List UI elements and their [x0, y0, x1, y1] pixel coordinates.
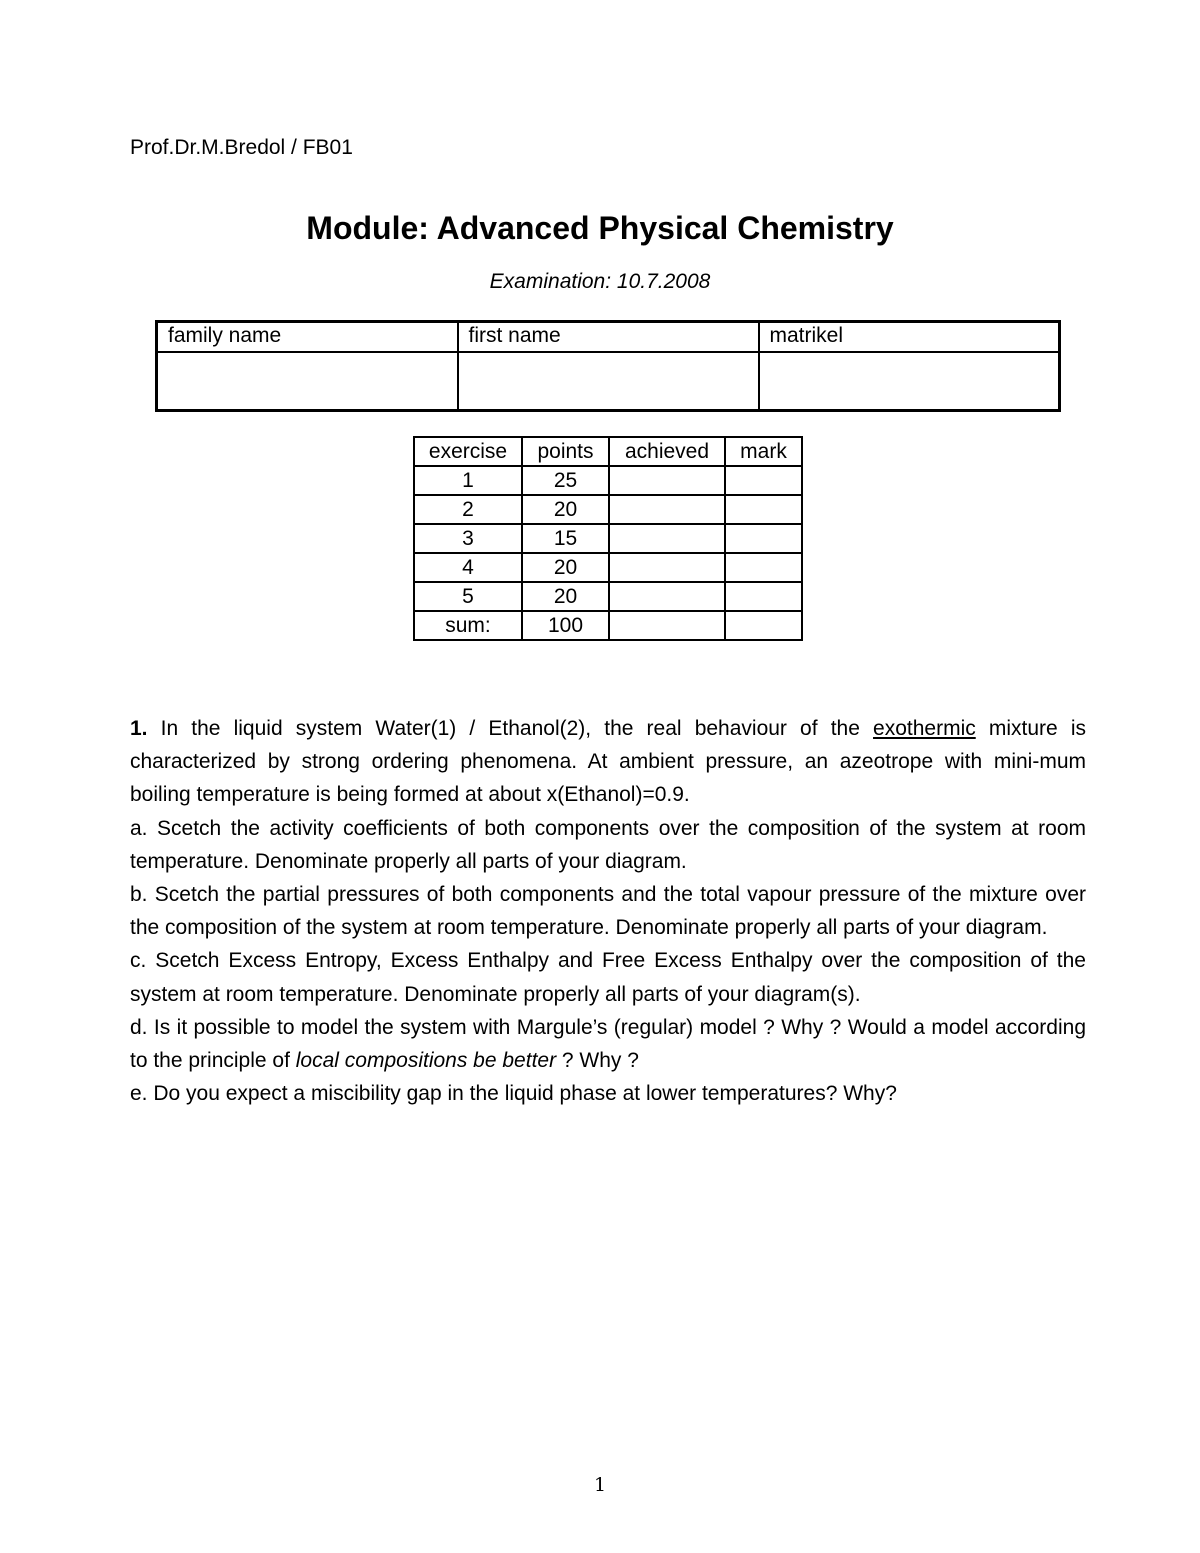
first-name-field[interactable] [458, 352, 759, 411]
matrikel-field[interactable] [759, 352, 1060, 411]
mark-cell[interactable] [725, 495, 802, 524]
exam-date: Examination: 10.7.2008 [489, 270, 711, 293]
exercise-cell: 5 [414, 582, 522, 611]
mark-sum-cell[interactable] [725, 611, 802, 640]
question-d-emphasis: local compositions be better [295, 1049, 557, 1073]
points-cell: 15 [522, 524, 609, 553]
sum-row [414, 611, 802, 640]
score-table-header-row [414, 437, 802, 466]
points-cell: 25 [522, 466, 609, 495]
exercise-cell: 3 [414, 524, 522, 553]
question-b: b. Scetch the partial pressures of both components and the total vapour pressure of the mixture over the composition of the system at room temperature. Denominate properly all parts of your diagram. [130, 883, 1086, 940]
exercise-1-intro [130, 712, 1086, 812]
mark-cell[interactable] [725, 466, 802, 495]
table-row [414, 466, 802, 495]
table-row [414, 495, 802, 524]
column-header-mark: mark [725, 437, 802, 466]
question-d-end: ? Why ? [556, 1049, 639, 1073]
intro-text-end: mixture is characterized by strong ordering phenomena. At ambient pressure, an azeotrope with mini-mum boiling temperature is being formed at about x(Ethanol)=0.9. [130, 717, 1086, 807]
points-cell: 20 [522, 553, 609, 582]
score-table [413, 436, 803, 641]
exercise-1 [130, 712, 1086, 1110]
exercise-cell: 2 [414, 495, 522, 524]
exercise-cell: 4 [414, 553, 522, 582]
sum-label: sum: [414, 611, 522, 640]
points-cell: 20 [522, 582, 609, 611]
points-cell: 20 [522, 495, 609, 524]
page-title: Module: Advanced Physical Chemistry [306, 210, 894, 246]
table-row [414, 524, 802, 553]
first-name-label: first name [458, 322, 759, 353]
achieved-cell[interactable] [609, 553, 725, 582]
column-header-exercise: exercise [414, 437, 522, 466]
intro-emphasis: exothermic [873, 717, 976, 740]
mark-cell[interactable] [725, 582, 802, 611]
question-a: a. Scetch the activity coefficients of both components over the composition of the system at room temperature. Denominate properly all parts of your diagram. [130, 816, 1086, 873]
question-d [130, 1011, 1086, 1077]
question-e: e. Do you expect a miscibility gap in the liquid phase at lower temperatures? Why? [130, 1082, 897, 1106]
student-name-table [155, 320, 1061, 412]
exercise-number: 1. [130, 717, 148, 740]
matrikel-label: matrikel [759, 322, 1060, 353]
table-row [414, 553, 802, 582]
achieved-sum-cell[interactable] [609, 611, 725, 640]
column-header-achieved: achieved [609, 437, 725, 466]
family-name-label: family name [157, 322, 458, 353]
mark-cell[interactable] [725, 524, 802, 553]
table-row [414, 582, 802, 611]
achieved-cell[interactable] [609, 495, 725, 524]
achieved-cell[interactable] [609, 466, 725, 495]
achieved-cell[interactable] [609, 524, 725, 553]
intro-text-start: In the liquid system Water(1) / Ethanol(2), the real behaviour of the [147, 717, 874, 740]
family-name-field[interactable] [157, 352, 458, 411]
sum-points: 100 [522, 611, 609, 640]
page-number: 1 [593, 1474, 607, 1496]
exercise-cell: 1 [414, 466, 522, 495]
question-c: c. Scetch Excess Entropy, Excess Enthalpy and Free Excess Enthalpy over the composition of the system at room temperature. Denominate properly all parts of your diagram(s). [130, 949, 1086, 1006]
question-d-start: d. Is it possible to model the system with Margule’s (regular) model ? Why ? Would a model according to the principle of [130, 1015, 1086, 1073]
achieved-cell[interactable] [609, 582, 725, 611]
name-table-header-row [157, 322, 1060, 353]
name-table-entry-row [157, 352, 1060, 411]
column-header-points: points [522, 437, 609, 466]
mark-cell[interactable] [725, 553, 802, 582]
author-line: Prof.Dr.M.Bredol / FB01 [130, 136, 353, 159]
